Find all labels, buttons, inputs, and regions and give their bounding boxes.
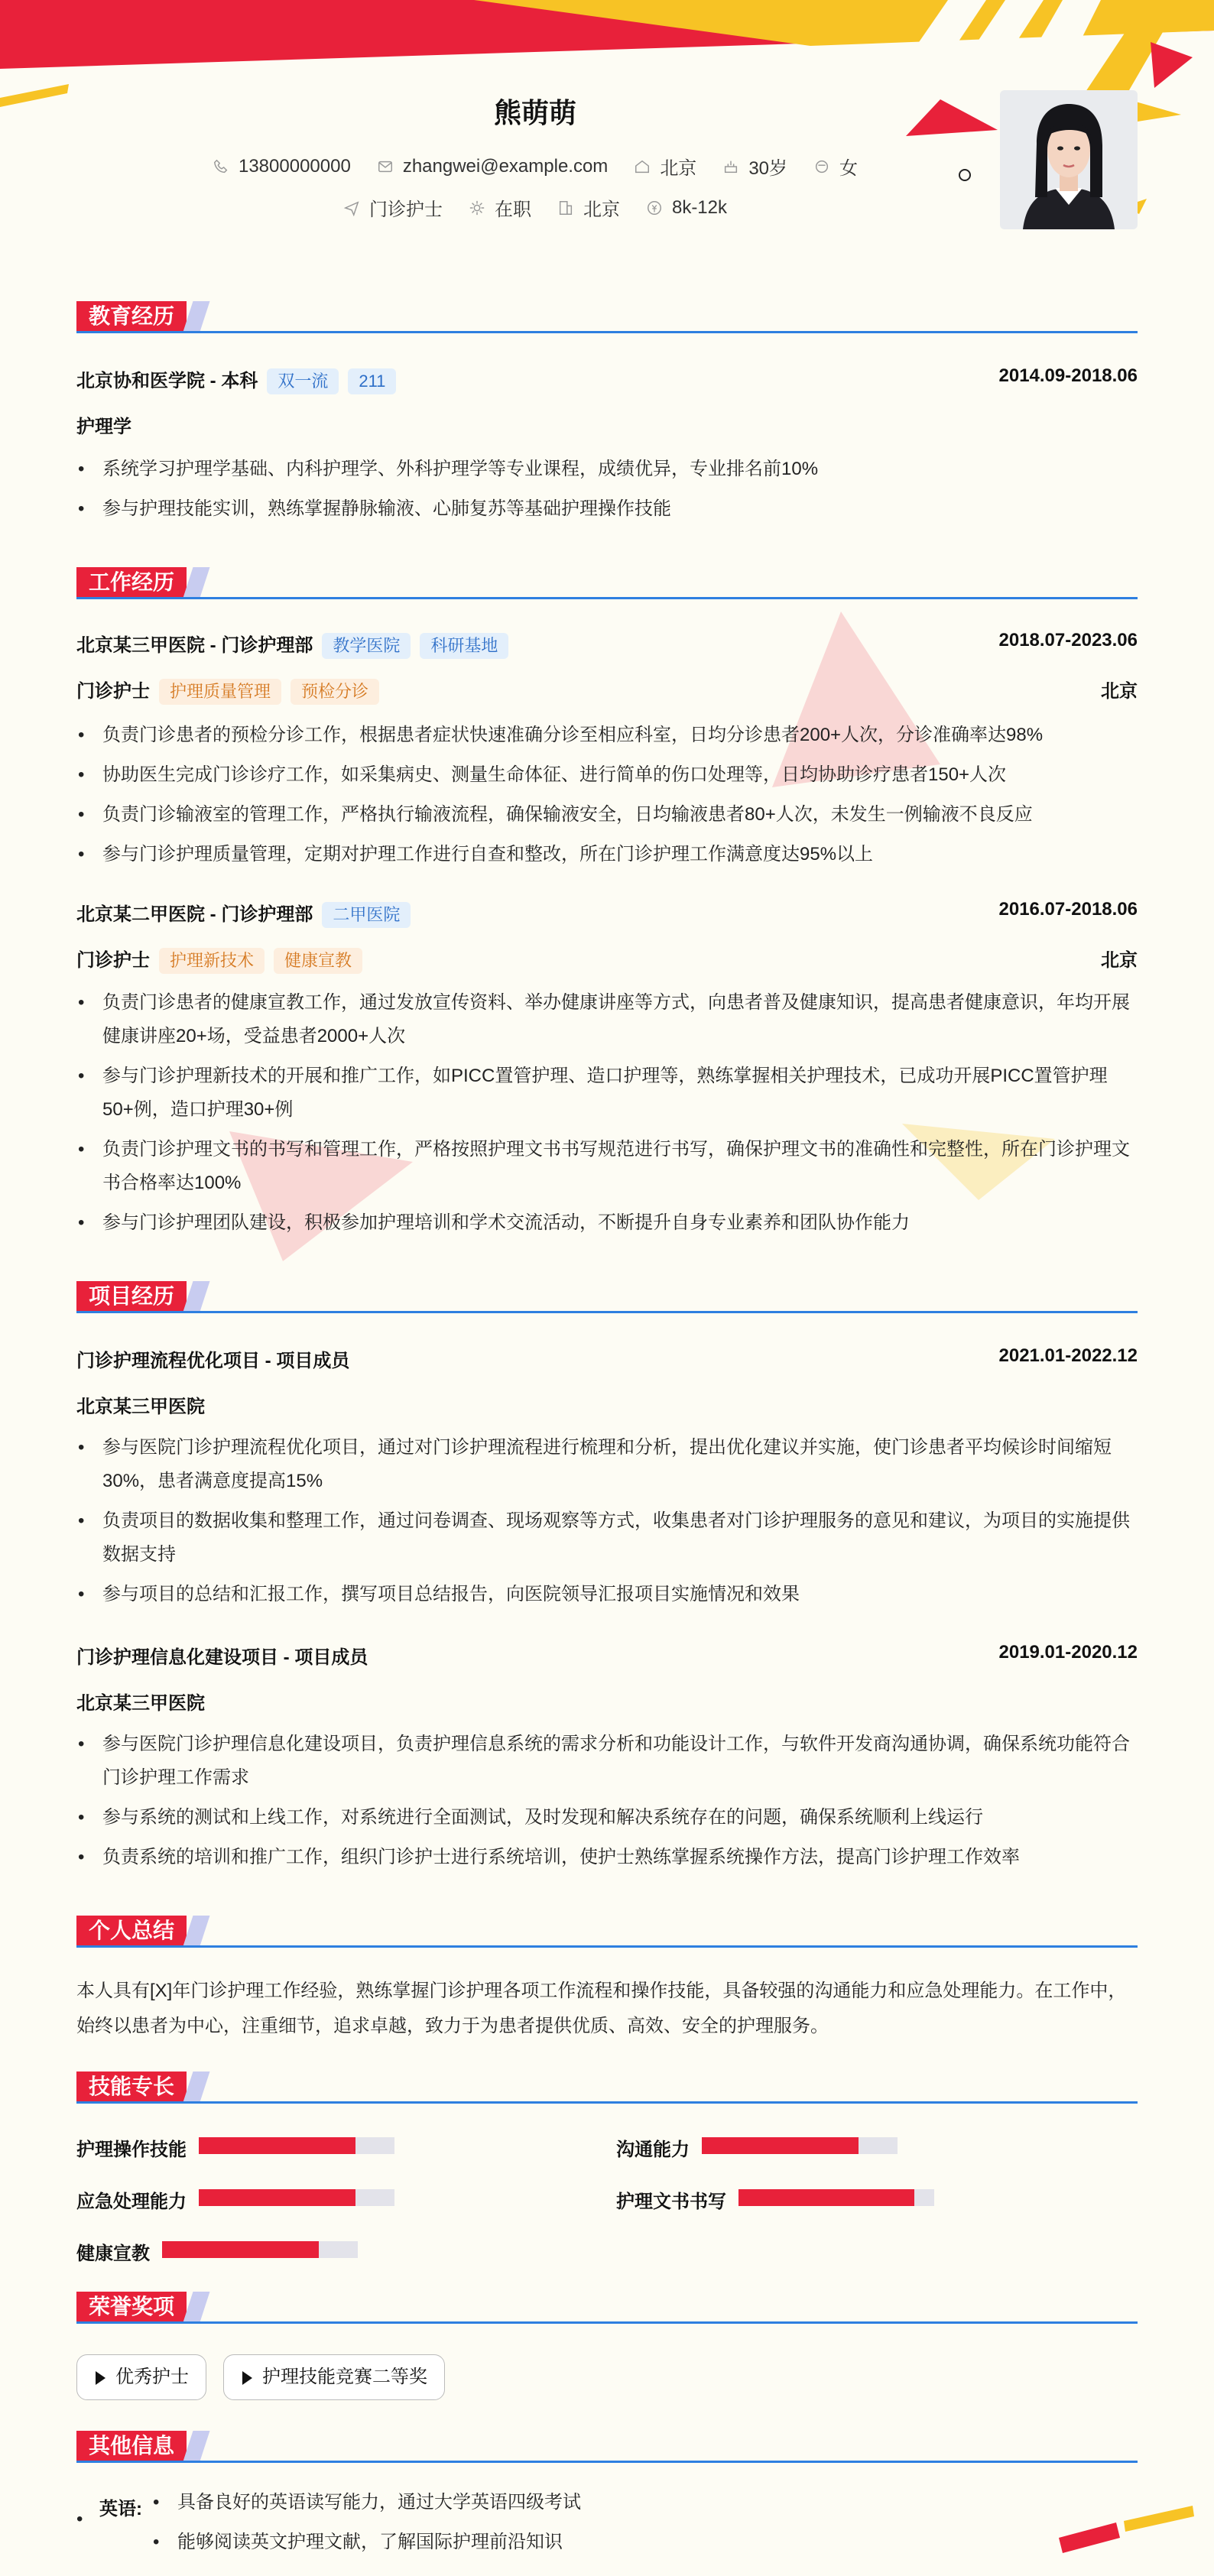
school-tag: 211: [348, 368, 396, 394]
contact-row: [76, 153, 994, 180]
summary-text: 本人具有[X]年门诊护理工作经验，熟练掌握门诊护理各项工作流程和操作技能，具备较强的沟通能力和应急处理能力。在工作中，始终以患者为中心，注重细节，追求卓越，致力于为患者提供优质、高效、安全的护理服务。: [76, 1981, 1127, 2036]
play-icon: [242, 2371, 252, 2385]
phone-text: 13800000000: [238, 155, 351, 177]
section-education-title: 教育经历: [76, 301, 187, 332]
other-bullet-dot: •: [76, 2509, 83, 2529]
skill-bar: [738, 2189, 934, 2206]
gender-icon: [813, 158, 830, 175]
profile-photo: [1000, 90, 1138, 229]
role-name: 门诊护士: [76, 681, 150, 702]
project-title: 门诊护理流程优化项目 - 项目成员: [76, 1351, 350, 1371]
job-icon: [343, 200, 360, 216]
education-bullet: • 系统学习护理学基础、内科护理学、外科护理学等专业课程，成绩优异，专业排名前10%: [76, 453, 1138, 486]
skill-name: 护理操作技能: [76, 2140, 187, 2160]
email-text: zhangwei@example.com: [402, 155, 609, 177]
work-header: [76, 899, 1138, 928]
project-title: 门诊护理信息化建设项目 - 项目成员: [76, 1647, 368, 1668]
age-text: 30岁: [748, 158, 788, 179]
work-bullet: • 负责门诊患者的预检分诊工作，根据患者症状快速准确分诊至相应科室，日均分诊患者200+人次，分诊准确率达98%: [76, 719, 1138, 752]
work-date: 2018.07-2023.06: [998, 630, 1138, 650]
company-name: 北京某二甲医院 - 门诊护理部: [76, 904, 313, 925]
job-item: [343, 194, 443, 221]
work-role: [76, 945, 1138, 974]
section-divider: [76, 1945, 1138, 1948]
status-icon: [469, 200, 485, 216]
section-summary: [76, 1916, 1138, 1949]
role-name: 门诊护士: [76, 950, 150, 971]
section-divider: [76, 597, 1138, 599]
status-text: 在职: [494, 200, 531, 220]
city-text: 北京: [660, 158, 697, 179]
project-org: 北京某三甲医院: [76, 1397, 205, 1417]
title-accent: [183, 301, 210, 332]
education-major: 护理学: [76, 417, 131, 437]
role-tag: 护理质量管理: [159, 679, 281, 705]
play-icon: [96, 2371, 105, 2385]
section-honors: [76, 2292, 1138, 2325]
other-item: • 具备良好的英语读写能力，通过大学英语四级考试: [151, 2486, 992, 2519]
section-divider: [76, 331, 1138, 333]
section-skills: [76, 2072, 1138, 2105]
email-item: [377, 153, 609, 180]
school-name: 北京协和医学院 - 本科: [76, 371, 258, 391]
project-header: [76, 1345, 1138, 1372]
section-other-title: 其他信息: [76, 2431, 187, 2461]
honor-text: 护理技能竞赛二等奖: [262, 2367, 427, 2387]
section-projects: [76, 1281, 1138, 1315]
work-bullet: • 参与门诊护理团队建设，积极参加护理培训和学术交流活动，不断提升自身专业素养和团队协作能力: [76, 1206, 1138, 1240]
section-work: [76, 567, 1138, 601]
age-icon: [722, 158, 739, 175]
project-date: 2021.01-2022.12: [998, 1345, 1138, 1366]
skill-bar: [162, 2241, 358, 2258]
project-org: 北京某三甲医院: [76, 1693, 205, 1714]
gender-text: 女: [839, 158, 859, 179]
work-bullet: • 参与门诊护理质量管理，定期对护理工作进行自查和整改，所在门诊护理工作满意度达95%以上: [76, 838, 1138, 871]
work-bullet: • 协助医生完成门诊诊疗工作，如采集病史、测量生命体征、进行简单的伤口处理等，日均协助诊疗患者150+人次: [76, 758, 1138, 792]
work-location: 北京: [1101, 950, 1138, 971]
skill-bar-fill: [162, 2241, 319, 2258]
skill-name: 应急处理能力: [76, 2192, 187, 2212]
work-header: [76, 630, 1138, 659]
age-item: [722, 153, 787, 180]
role-tag: 护理新技术: [159, 948, 265, 974]
gender-item: [813, 153, 858, 180]
project-bullet: • 参与项目的总结和汇报工作，撰写项目总结报告，向医院领导汇报项目实施情况和效果: [76, 1578, 1138, 1611]
section-work-title: 工作经历: [76, 567, 187, 598]
section-other: [76, 2431, 1138, 2464]
title-accent: [183, 567, 210, 598]
section-skills-title: 技能专长: [76, 2072, 187, 2102]
project-bullet: • 参与医院门诊护理流程优化项目，通过对门诊护理流程进行梳理和分析，提出优化建议并实施，使门诊患者平均候诊时间缩短30%，患者满意度提高15%: [76, 1431, 1138, 1498]
work-bullet: • 负责门诊护理文书的书写和管理工作，严格按照护理文书书写规范进行书写，确保护理文书的准确性和完整性，所在门诊护理文书合格率达100%: [76, 1133, 1138, 1200]
skill-name: 沟通能力: [616, 2140, 690, 2160]
role-tag: 预检分诊: [291, 679, 379, 705]
target-city-item: [557, 194, 620, 221]
section-projects-title: 项目经历: [76, 1281, 187, 1312]
section-divider: [76, 2321, 1138, 2324]
project-date: 2019.01-2020.12: [998, 1642, 1138, 1663]
work-role: [76, 676, 1138, 705]
section-education: [76, 301, 1138, 335]
salary-icon: [646, 200, 663, 216]
honor-badge: [223, 2354, 445, 2400]
work-bullet: • 参与门诊护理新技术的开展和推广工作，如PICC置管护理、造口护理等，熟练掌握相关护理技术，已成功开展PICC置管护理50+例，造口护理30+例: [76, 1059, 1138, 1127]
skill-bar: [199, 2137, 394, 2154]
skill-name: 护理文书书写: [616, 2192, 726, 2212]
project-header: [76, 1642, 1138, 1669]
education-bullet: • 参与护理技能实训，熟练掌握静脉输液、心肺复苏等基础护理操作技能: [76, 492, 1138, 526]
section-honors-title: 荣誉奖项: [76, 2292, 187, 2322]
city-item: [634, 153, 696, 180]
education-date: 2014.09-2018.06: [998, 365, 1138, 386]
skill-name: 健康宣教: [76, 2243, 150, 2264]
skill-bar-fill: [702, 2137, 859, 2154]
school-tag: 双一流: [267, 368, 339, 394]
skill-bar-fill: [199, 2189, 355, 2206]
section-divider: [76, 1311, 1138, 1313]
project-bullet: • 参与系统的测试和上线工作，对系统进行全面测试，及时发现和解决系统存在的问题，确保系统顺利上线运行: [76, 1801, 1138, 1835]
skill-bar: [702, 2137, 898, 2154]
work-date: 2016.07-2018.06: [998, 899, 1138, 920]
skill-bar-fill: [199, 2137, 355, 2154]
mail-icon: [377, 158, 394, 175]
education-header: [76, 365, 1138, 394]
section-divider: [76, 2101, 1138, 2104]
work-location: 北京: [1101, 681, 1138, 702]
other-label: 英语:: [99, 2499, 142, 2519]
project-bullet: • 负责系统的培训和推广工作，组织门诊护士进行系统培训，使护士熟练掌握系统操作方法，提高门诊护理工作效率: [76, 1841, 1138, 1874]
building-icon: [557, 200, 574, 216]
honor-badge: [76, 2354, 206, 2400]
skill-bar-fill: [738, 2189, 914, 2206]
home-icon: [634, 158, 651, 175]
job-row: [76, 194, 994, 221]
salary-item: [646, 194, 727, 221]
other-item: • 能够阅读英文护理文献，了解国际护理前沿知识: [151, 2526, 992, 2559]
status-item: [469, 194, 531, 221]
project-bullet: • 负责项目的数据收集和整理工作，通过问卷调查、现场观察等方式，收集患者对门诊护理服务的意见和建议，为项目的实施提供数据支持: [76, 1504, 1138, 1572]
skill-bar: [199, 2189, 394, 2206]
phone-icon: [213, 158, 229, 175]
title-accent: [183, 1281, 210, 1312]
section-summary-title: 个人总结: [76, 1916, 187, 1946]
company-name: 北京某三甲医院 - 门诊护理部: [76, 635, 313, 656]
project-bullet: • 参与医院门诊护理信息化建设项目，负责护理信息系统的需求分析和功能设计工作，与软件开发商沟通协调，确保系统功能符合门诊护理工作需求: [76, 1728, 1138, 1795]
title-accent: [183, 2292, 210, 2322]
company-tag: 二甲医院: [322, 902, 411, 928]
job-text: 门诊护士: [368, 200, 443, 220]
honor-text: 优秀护士: [115, 2367, 189, 2387]
company-tag: 科研基地: [420, 633, 508, 659]
candidate-name: 熊萌萌: [493, 97, 576, 128]
work-bullet: • 负责门诊患者的健康宣教工作，通过发放宣传资料、举办健康讲座等方式，向患者普及健康知识，提高患者健康意识，年均开展健康讲座20+场，受益患者2000+人次: [76, 986, 1138, 1053]
role-tag: 健康宣教: [274, 948, 362, 974]
work-bullet: • 负责门诊输液室的管理工作，严格执行输液流程，确保输液安全，日均输液患者80+人次，未发生一例输液不良反应: [76, 798, 1138, 832]
company-tag: 教学医院: [322, 633, 411, 659]
title-accent: [183, 2431, 210, 2461]
title-accent: [183, 2072, 210, 2102]
title-accent: [183, 1916, 210, 1946]
phone-item: [213, 153, 351, 180]
target-city-text: 北京: [583, 200, 620, 220]
salary-text: 8k-12k: [671, 196, 728, 218]
section-divider: [76, 2461, 1138, 2463]
